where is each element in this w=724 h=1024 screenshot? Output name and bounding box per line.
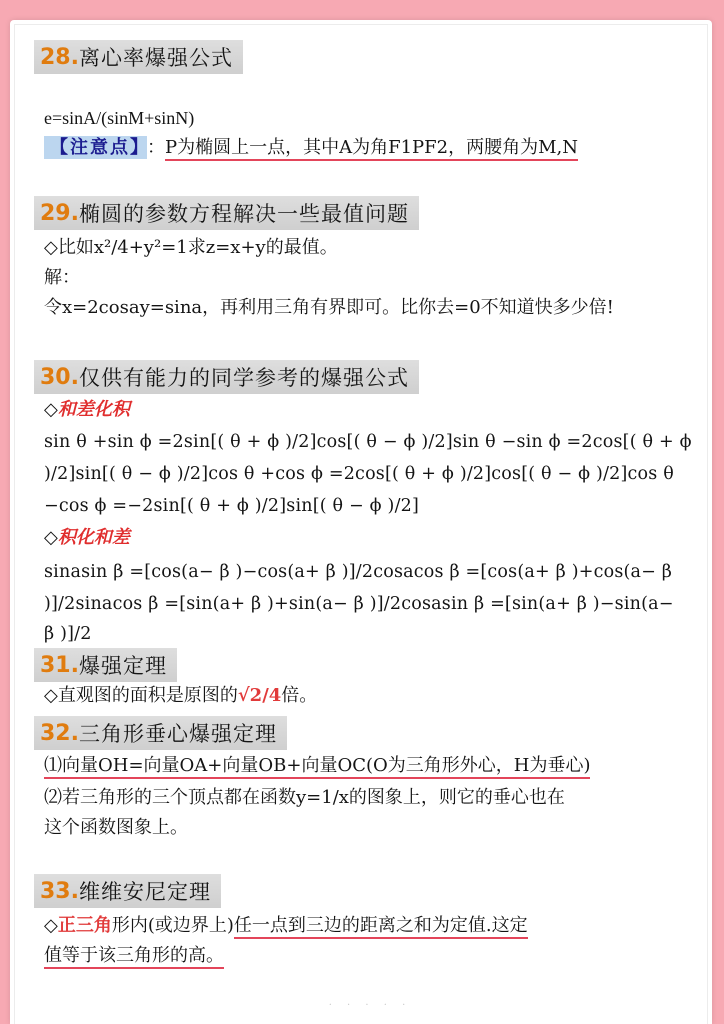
section-30-heading — [34, 360, 419, 394]
diamond-icon: ◇ — [44, 915, 58, 936]
underlined-text: 任一点到三边的距离之和为定值.这定 — [234, 915, 528, 939]
formula-line: −cos ϕ =−2sin[( θ + ϕ )/2]sin[( θ − ϕ )/2] — [44, 496, 420, 516]
footer-decoration: · · · · · — [328, 1000, 412, 1011]
section-28-number: 28. — [40, 44, 79, 70]
section-32-item-2: ⑵若三角形的三个顶点都在函数y=1/x的图象上，则它的垂心也在 — [44, 787, 565, 808]
document-page — [10, 20, 712, 1024]
section-28-title: 离心率爆强公式 — [78, 46, 233, 70]
section-28-formula: e=sinA/(sinM+sinN) — [44, 108, 195, 128]
subsection-title: 和差化积 — [57, 399, 130, 420]
section-32-item-2-cont: 这个函数图象上。 — [44, 817, 188, 838]
note-colon: ： — [147, 137, 165, 158]
section-33-heading — [34, 874, 221, 908]
section-31-text — [44, 684, 694, 708]
section-28-note — [44, 136, 694, 160]
section-29-title: 椭圆的参数方程解决一些最值问题 — [78, 202, 409, 226]
note-tag: 【注意点】 — [44, 136, 147, 159]
diamond-icon: ◇ — [44, 237, 58, 258]
section-32-heading — [34, 716, 287, 750]
section-29-number: 29. — [40, 200, 79, 226]
section-31-number: 31. — [40, 652, 79, 678]
section-33-text — [44, 914, 694, 938]
formula-line: sin θ +sin ϕ =2sin[( θ + ϕ )/2]cos[( θ − ϕ )/2]sin θ −sin ϕ =2cos[( θ + ϕ — [44, 432, 692, 452]
section-31-title: 爆强定理 — [78, 654, 167, 678]
section-32-title: 三角形垂心爆强定理 — [78, 722, 277, 746]
solution-text: 令x=2cosay=sina，再利用三角有界即可。比你去=0不知道快多少倍! — [44, 297, 614, 318]
subsection-sum-to-product — [44, 398, 694, 422]
diamond-icon: ◇ — [44, 399, 58, 420]
section-32-number: 32. — [40, 720, 79, 746]
diamond-icon: ◇ — [44, 527, 58, 548]
underlined-text: 值等于该三角形的高。 — [44, 945, 224, 969]
section-30-title: 仅供有能力的同学参考的爆强公式 — [78, 366, 409, 390]
section-33-title: 维维安尼定理 — [78, 880, 211, 904]
note-text: P为椭圆上一点，其中A为角F1PF2，两腰角为M,N — [165, 137, 578, 161]
formula-line: β )]/2 — [44, 624, 92, 644]
section-29-heading — [34, 196, 419, 230]
subsection-product-to-sum — [44, 526, 694, 550]
text-part: 倍。 — [281, 685, 318, 706]
section-29-question — [44, 236, 694, 260]
subsection-title: 积化和差 — [57, 527, 130, 548]
highlight-text: 正三角 — [57, 915, 112, 936]
formula-line: )]/2sinacos β =[sin(a+ β )+sin(a− β )]/2cosasin β =[sin(a+ β )−sin(a− — [44, 594, 674, 614]
diamond-icon: ◇ — [44, 685, 58, 706]
solution-label: 解： — [44, 267, 80, 288]
section-28-heading — [34, 40, 243, 74]
text-part: 形内(或边界上) — [111, 915, 234, 936]
item-text: ⑴向量OH=向量OA+向量OB+向量OC(O为三角形外心，H为垂心) — [44, 755, 590, 779]
section-32-item-1 — [44, 754, 694, 778]
section-31-heading — [34, 648, 177, 682]
formula-line: sinasin β =[cos(a− β )−cos(a+ β )]/2cosacos β =[cos(a+ β )+cos(a− β — [44, 562, 673, 582]
section-33-number: 33. — [40, 878, 79, 904]
question-text: 比如x²/4+y²=1求z=x+y的最值。 — [57, 237, 338, 258]
text-part: 直观图的面积是原图的 — [57, 685, 238, 706]
section-33-text-cont — [44, 944, 694, 968]
formula-line: )/2]sin[( θ − ϕ )/2]cos θ +cos ϕ =2cos[( θ + ϕ )/2]cos[( θ − ϕ )/2]cos θ — [44, 464, 674, 484]
section-30-number: 30. — [40, 364, 79, 390]
ratio-value: √2/4 — [237, 685, 282, 706]
